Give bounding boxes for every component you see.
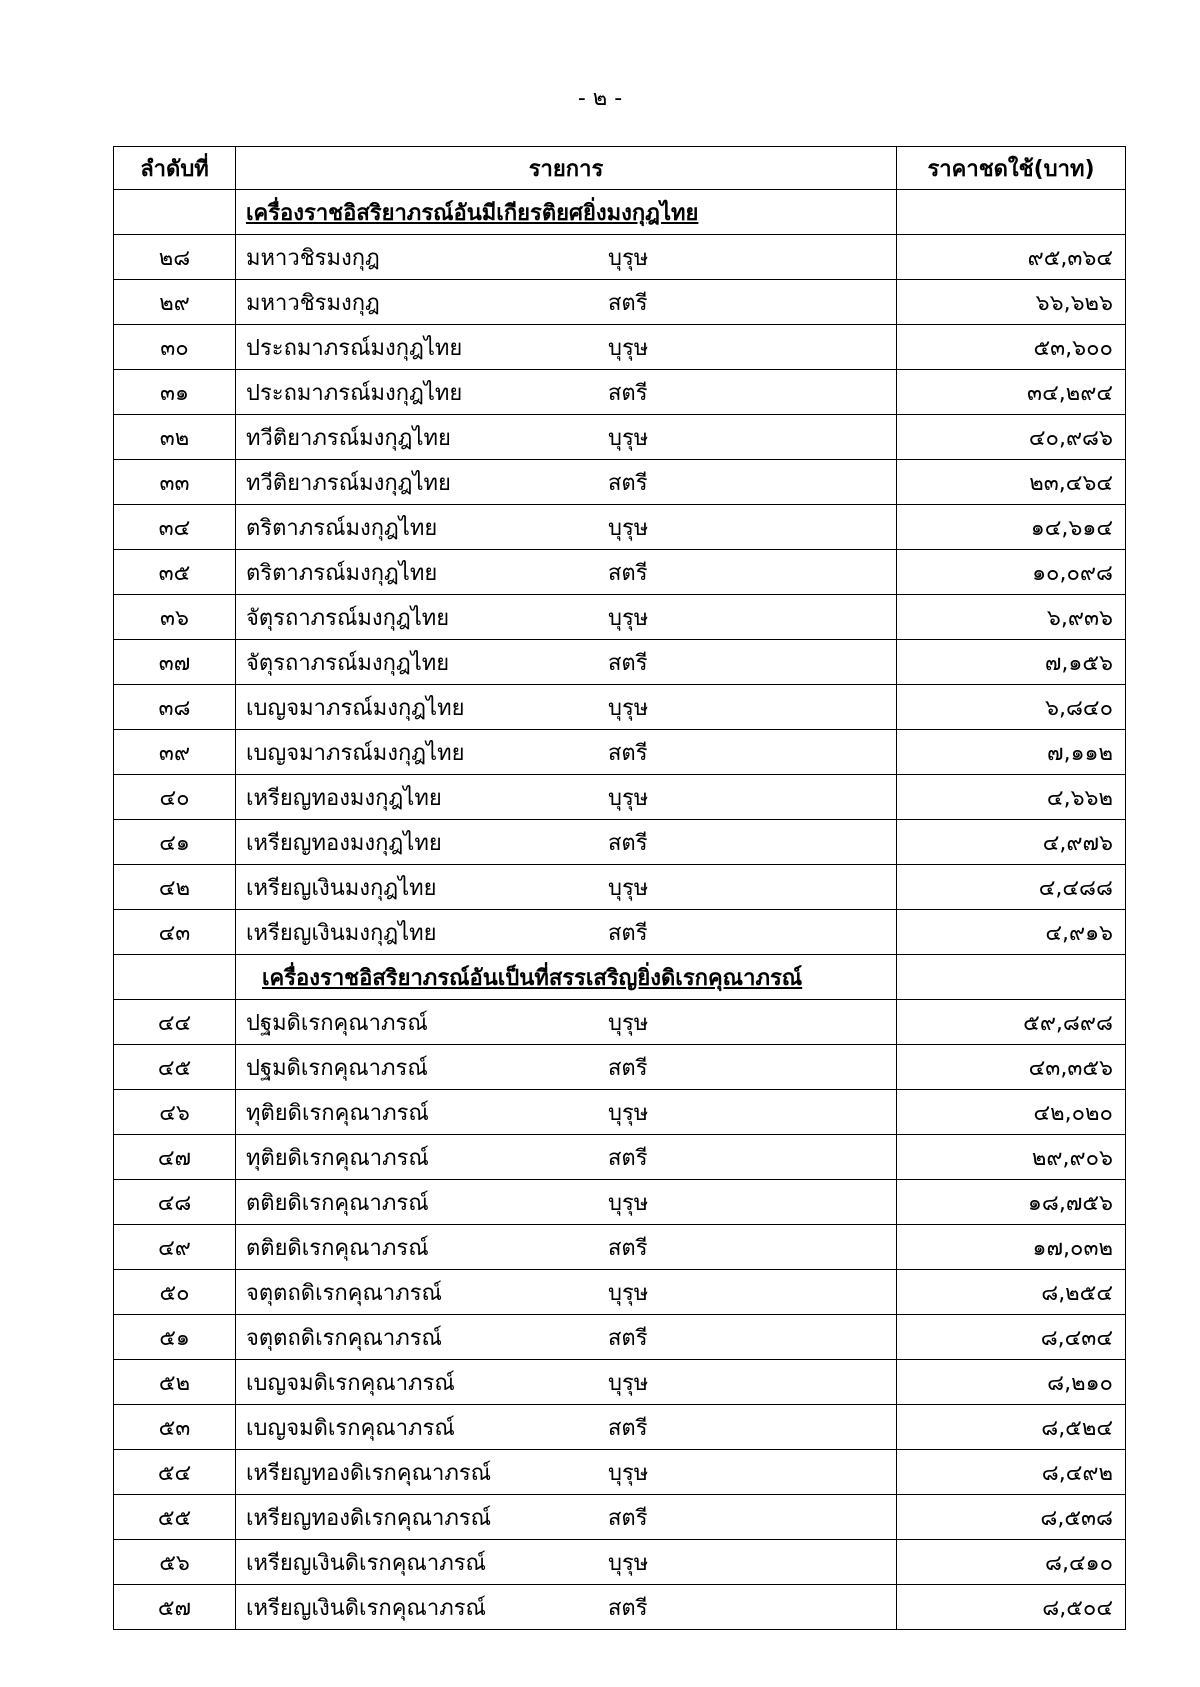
- item-price: ๖,๘๔๐: [897, 685, 1126, 730]
- row-number: ๔๘: [114, 1180, 236, 1225]
- item-cell: [236, 1540, 897, 1585]
- section-title: เครื่องราชอิสริยาภรณ์อันมีเกียรติยศยิ่งมงกุฎไทย: [236, 190, 897, 235]
- item-gender: สตรี: [608, 290, 648, 316]
- table-row: [114, 1180, 1126, 1225]
- item-name: ปฐมดิเรกคุณาภรณ์: [246, 1055, 428, 1081]
- item-name: ตติยดิเรกคุณาภรณ์: [246, 1235, 429, 1261]
- item-gender: สตรี: [608, 650, 648, 676]
- item-cell: [236, 1405, 897, 1450]
- table-row: [114, 1090, 1126, 1135]
- table-row: [114, 370, 1126, 415]
- section-no-cell: [114, 190, 236, 235]
- section-price-cell: [897, 955, 1126, 1000]
- row-number: ๓๑: [114, 370, 236, 415]
- item-price: ๙๕,๓๖๔: [897, 235, 1126, 280]
- item-cell: [236, 595, 897, 640]
- item-gender: สตรี: [608, 1595, 648, 1621]
- item-name: ทวีติยาภรณ์มงกุฎไทย: [246, 470, 451, 496]
- table-body: [114, 190, 1126, 1630]
- item-name: ทุติยดิเรกคุณาภรณ์: [246, 1145, 429, 1171]
- item-name: ตติยดิเรกคุณาภรณ์: [246, 1190, 429, 1216]
- item-cell: [236, 460, 897, 505]
- item-price: ๘,๒๕๔: [897, 1270, 1126, 1315]
- item-name: ทุติยดิเรกคุณาภรณ์: [246, 1100, 429, 1126]
- item-cell: [236, 1450, 897, 1495]
- row-number: ๔๕: [114, 1045, 236, 1090]
- row-number: ๕๖: [114, 1540, 236, 1585]
- table-row: [114, 1225, 1126, 1270]
- item-price: ๗,๑๑๒: [897, 730, 1126, 775]
- item-cell: [236, 730, 897, 775]
- table-row: [114, 910, 1126, 955]
- item-price: ๔๒,๐๒๐: [897, 1090, 1126, 1135]
- item-cell: [236, 640, 897, 685]
- item-price: ๘,๔๓๔: [897, 1315, 1126, 1360]
- item-gender: บุรุษ: [608, 1550, 649, 1576]
- item-name: ตริตาภรณ์มงกุฎไทย: [246, 515, 438, 541]
- row-number: ๕๕: [114, 1495, 236, 1540]
- header-price: ราคาชดใช้(บาท): [897, 147, 1126, 190]
- row-number: ๕๐: [114, 1270, 236, 1315]
- item-gender: บุรุษ: [608, 695, 649, 721]
- row-number: ๕๓: [114, 1405, 236, 1450]
- item-price: ๑๗,๐๓๒: [897, 1225, 1126, 1270]
- item-cell: [236, 1585, 897, 1630]
- item-name: จตุตถดิเรกคุณาภรณ์: [246, 1280, 442, 1306]
- table-row: [114, 1495, 1126, 1540]
- table-row: [114, 325, 1126, 370]
- row-number: ๓๓: [114, 460, 236, 505]
- price-table: [113, 146, 1126, 1630]
- item-cell: [236, 775, 897, 820]
- section-row: [114, 190, 1126, 235]
- row-number: ๕๗: [114, 1585, 236, 1630]
- item-price: ๓๔,๒๙๔: [897, 370, 1126, 415]
- table-row: [114, 685, 1126, 730]
- item-gender: สตรี: [608, 470, 648, 496]
- item-gender: บุรุษ: [608, 1280, 649, 1306]
- item-name: เหรียญเงินดิเรกคุณาภรณ์: [246, 1595, 486, 1621]
- item-gender: บุรุษ: [608, 1370, 649, 1396]
- item-cell: [236, 685, 897, 730]
- item-name: เหรียญเงินมงกุฎไทย: [246, 875, 437, 901]
- item-gender: บุรุษ: [608, 425, 649, 451]
- item-name: เหรียญเงินดิเรกคุณาภรณ์: [246, 1550, 486, 1576]
- item-cell: [236, 1360, 897, 1405]
- section-row: [114, 955, 1126, 1000]
- row-number: ๓๖: [114, 595, 236, 640]
- row-number: ๔๐: [114, 775, 236, 820]
- item-name: เหรียญทองมงกุฎไทย: [246, 785, 442, 811]
- item-cell: [236, 505, 897, 550]
- item-cell: [236, 1225, 897, 1270]
- item-cell: [236, 370, 897, 415]
- item-cell: [236, 415, 897, 460]
- table-row: [114, 1360, 1126, 1405]
- row-number: ๓๙: [114, 730, 236, 775]
- table-row: [114, 1045, 1126, 1090]
- row-number: ๔๖: [114, 1090, 236, 1135]
- item-price: ๘,๒๑๐: [897, 1360, 1126, 1405]
- item-cell: [236, 280, 897, 325]
- item-cell: [236, 1000, 897, 1045]
- header-item: รายการ: [236, 147, 897, 190]
- table-row: [114, 1315, 1126, 1360]
- table-row: [114, 640, 1126, 685]
- section-no-cell: [114, 955, 236, 1000]
- section-price-cell: [897, 190, 1126, 235]
- item-cell: [236, 1180, 897, 1225]
- table-row: [114, 1000, 1126, 1045]
- row-number: ๓๐: [114, 325, 236, 370]
- item-name: ทวีติยาภรณ์มงกุฎไทย: [246, 425, 451, 451]
- item-cell: [236, 910, 897, 955]
- item-cell: [236, 1270, 897, 1315]
- row-number: ๔๗: [114, 1135, 236, 1180]
- item-gender: บุรุษ: [608, 245, 649, 271]
- row-number: ๔๒: [114, 865, 236, 910]
- table-row: [114, 1270, 1126, 1315]
- item-price: ๗,๑๕๖: [897, 640, 1126, 685]
- item-price: ๖,๙๓๖: [897, 595, 1126, 640]
- item-gender: บุรุษ: [608, 1460, 649, 1486]
- item-price: ๘,๔๑๐: [897, 1540, 1126, 1585]
- item-name: จตุตถดิเรกคุณาภรณ์: [246, 1325, 442, 1351]
- row-number: ๕๔: [114, 1450, 236, 1495]
- row-number: ๔๙: [114, 1225, 236, 1270]
- item-name: มหาวชิรมงกุฎ: [246, 290, 380, 316]
- item-cell: [236, 1045, 897, 1090]
- item-gender: บุรุษ: [608, 335, 649, 361]
- item-cell: [236, 1315, 897, 1360]
- item-price: ๕๙,๘๙๘: [897, 1000, 1126, 1045]
- item-cell: [236, 1135, 897, 1180]
- item-cell: [236, 1495, 897, 1540]
- item-name: ประถมาภรณ์มงกุฎไทย: [246, 380, 463, 406]
- row-number: ๓๕: [114, 550, 236, 595]
- item-name: ปฐมดิเรกคุณาภรณ์: [246, 1010, 428, 1036]
- item-gender: สตรี: [608, 920, 648, 946]
- table-row: [114, 505, 1126, 550]
- item-gender: สตรี: [608, 560, 648, 586]
- row-number: ๔๔: [114, 1000, 236, 1045]
- item-cell: [236, 820, 897, 865]
- table-row: [114, 1405, 1126, 1450]
- item-gender: สตรี: [608, 1055, 648, 1081]
- item-gender: สตรี: [608, 1505, 648, 1531]
- row-number: ๓๔: [114, 505, 236, 550]
- item-gender: บุรุษ: [608, 1100, 649, 1126]
- item-price: ๕๓,๖๐๐: [897, 325, 1126, 370]
- item-gender: บุรุษ: [608, 785, 649, 811]
- section-title: เครื่องราชอิสริยาภรณ์อันเป็นที่สรรเสริญยิ่งดิเรกคุณาภรณ์: [236, 955, 897, 1000]
- table-row: [114, 1585, 1126, 1630]
- row-number: ๒๙: [114, 280, 236, 325]
- table-row: [114, 730, 1126, 775]
- row-number: ๓๒: [114, 415, 236, 460]
- item-cell: [236, 865, 897, 910]
- item-gender: บุรุษ: [608, 515, 649, 541]
- table-header-row: [114, 147, 1126, 190]
- item-gender: บุรุษ: [608, 875, 649, 901]
- table-row: [114, 1135, 1126, 1180]
- item-gender: สตรี: [608, 1235, 648, 1261]
- item-gender: สตรี: [608, 1415, 648, 1441]
- table-row: [114, 235, 1126, 280]
- row-number: ๔๑: [114, 820, 236, 865]
- item-gender: สตรี: [608, 1325, 648, 1351]
- item-cell: [236, 1090, 897, 1135]
- item-price: ๘,๕๐๔: [897, 1585, 1126, 1630]
- table-row: [114, 1450, 1126, 1495]
- item-price: ๒๓,๔๖๔: [897, 460, 1126, 505]
- table-row: [114, 775, 1126, 820]
- item-price: ๔๓,๓๕๖: [897, 1045, 1126, 1090]
- item-name: เบญจมาภรณ์มงกุฎไทย: [246, 740, 465, 766]
- item-gender: สตรี: [608, 380, 648, 406]
- item-name: จัตุรถาภรณ์มงกุฎไทย: [246, 650, 450, 676]
- header-no: ลำดับที่: [114, 147, 236, 190]
- item-price: ๘,๕๓๘: [897, 1495, 1126, 1540]
- item-price: ๘,๕๒๔: [897, 1405, 1126, 1450]
- table-row: [114, 415, 1126, 460]
- item-name: เหรียญทองมงกุฎไทย: [246, 830, 442, 856]
- item-name: เบญจมดิเรกคุณาภรณ์: [246, 1415, 455, 1441]
- table-row: [114, 865, 1126, 910]
- item-cell: [236, 235, 897, 280]
- item-name: มหาวชิรมงกุฎ: [246, 245, 380, 271]
- item-name: เหรียญทองดิเรกคุณาภรณ์: [246, 1460, 492, 1486]
- table-row: [114, 595, 1126, 640]
- item-gender: สตรี: [608, 740, 648, 766]
- item-name: ตริตาภรณ์มงกุฎไทย: [246, 560, 438, 586]
- item-name: จัตุรถาภรณ์มงกุฎไทย: [246, 605, 450, 631]
- item-price: ๑๔,๖๑๔: [897, 505, 1126, 550]
- table-row: [114, 820, 1126, 865]
- item-gender: บุรุษ: [608, 1190, 649, 1216]
- table-row: [114, 1540, 1126, 1585]
- item-price: ๔,๙๗๖: [897, 820, 1126, 865]
- item-price: ๔๐,๙๘๖: [897, 415, 1126, 460]
- item-cell: [236, 325, 897, 370]
- item-gender: บุรุษ: [608, 1010, 649, 1036]
- item-name: เหรียญทองดิเรกคุณาภรณ์: [246, 1505, 492, 1531]
- table-row: [114, 550, 1126, 595]
- item-gender: บุรุษ: [608, 605, 649, 631]
- item-name: เบญจมดิเรกคุณาภรณ์: [246, 1370, 455, 1396]
- item-price: ๔,๖๖๒: [897, 775, 1126, 820]
- row-number: ๕๑: [114, 1315, 236, 1360]
- page-number: - ๒ -: [577, 86, 623, 111]
- row-number: ๓๗: [114, 640, 236, 685]
- item-price: ๒๙,๙๐๖: [897, 1135, 1126, 1180]
- item-gender: สตรี: [608, 1145, 648, 1171]
- table-row: [114, 280, 1126, 325]
- row-number: ๒๘: [114, 235, 236, 280]
- item-name: เบญจมาภรณ์มงกุฎไทย: [246, 695, 465, 721]
- item-price: ๔,๔๘๘: [897, 865, 1126, 910]
- item-cell: [236, 550, 897, 595]
- item-price: ๔,๙๑๖: [897, 910, 1126, 955]
- item-price: ๑๘,๗๕๖: [897, 1180, 1126, 1225]
- item-price: ๖๖,๖๒๖: [897, 280, 1126, 325]
- item-price: ๘,๔๙๒: [897, 1450, 1126, 1495]
- item-price: ๑๐,๐๙๘: [897, 550, 1126, 595]
- row-number: ๕๒: [114, 1360, 236, 1405]
- table-row: [114, 460, 1126, 505]
- item-name: ประถมาภรณ์มงกุฎไทย: [246, 335, 463, 361]
- row-number: ๓๘: [114, 685, 236, 730]
- item-gender: สตรี: [608, 830, 648, 856]
- row-number: ๔๓: [114, 910, 236, 955]
- item-name: เหรียญเงินมงกุฎไทย: [246, 920, 437, 946]
